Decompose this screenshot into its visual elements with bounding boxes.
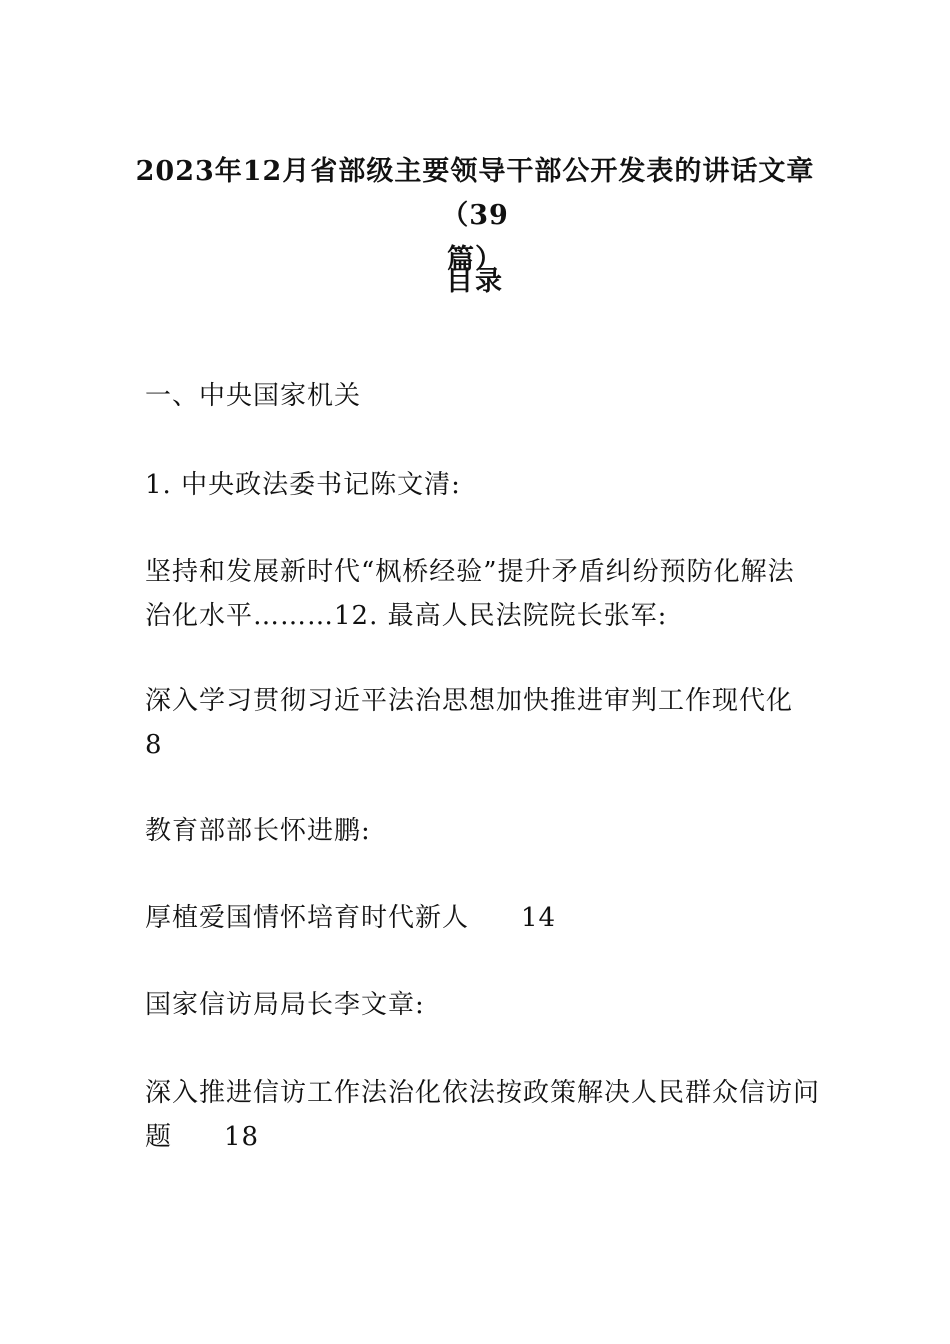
toc-entry-page-number: 8 <box>145 730 163 760</box>
toc-entry-page-number: 18 <box>224 1122 260 1152</box>
document-title-line-1: 2023年12月省部级主要领导干部公开发表的讲话文章（39 <box>135 156 815 231</box>
toc-entry-title: 厚植爱国情怀培育时代新人 <box>145 903 470 933</box>
toc-entry-title: 坚持和发展新时代“枫桥经验”提升矛盾纠纷预防化解法 <box>145 557 795 587</box>
toc-entry-title: 深入学习贯彻习近平法治思想加快推进审判工作现代化 <box>145 686 794 716</box>
toc-entry-page-number: 14 <box>521 903 557 933</box>
toc-heading: 目录 <box>446 266 504 297</box>
toc-entry-title-continued: 题 <box>145 1122 173 1152</box>
toc-entry-title: 深入推进信访工作法治化依法按政策解决人民群众信访问 <box>145 1078 821 1108</box>
toc-entry-author: 教育部部长怀进鹏: <box>145 816 371 846</box>
toc-entry <box>145 1115 810 1159</box>
toc-entry-author: 国家信访局局长李文章: <box>145 990 425 1020</box>
toc-entry <box>145 896 810 940</box>
toc-entry-author: 1. 中央政法委书记陈文清: <box>145 470 461 500</box>
document-title-line-2: 篇） <box>447 244 503 275</box>
toc-section-heading: 一、中央国家机关 <box>145 381 362 411</box>
toc-entry-title-continued: 治化水平………12. 最高人民法院院长张军: <box>145 601 668 631</box>
